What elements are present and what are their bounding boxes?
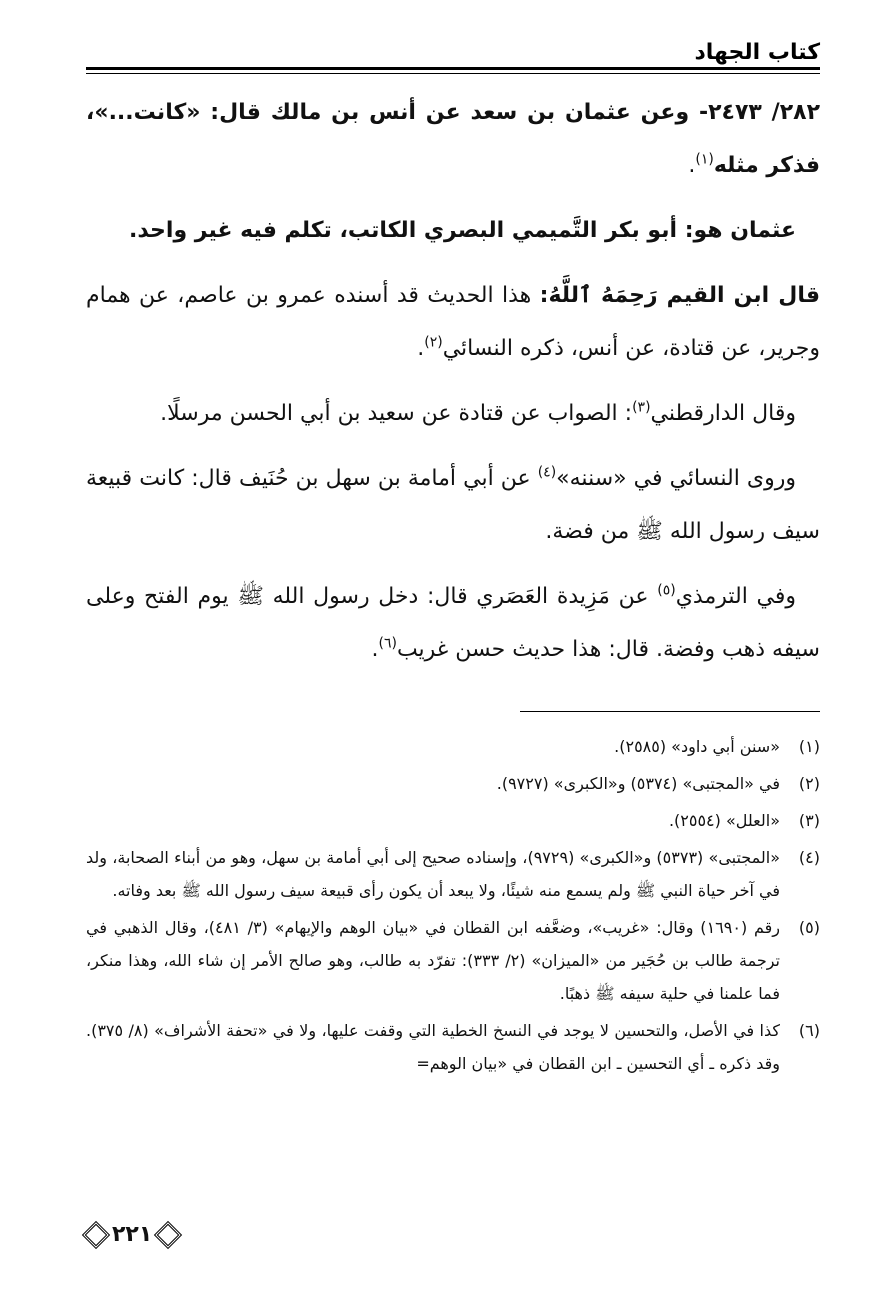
footnote-item [86, 767, 820, 800]
text-run: هذا الحديث قد أسنده عمرو بن عاصم، عن همام وجرير، عن قتادة، عن أنس، ذكره النسائي [86, 283, 820, 361]
footnote-ref: (٣) [632, 399, 651, 416]
footnote-item [86, 1014, 820, 1080]
text-run: وروى النسائي في «سننه» [556, 466, 797, 491]
footnote-separator [520, 711, 820, 712]
footnote-number: (٣) [798, 811, 820, 830]
text-run-bold: قال ابن القيم رَحِمَهُ ٱللَّهُ: [539, 283, 820, 308]
text-run-bold: عثمان هو: أبو بكر التَّميمي البصري الكاتب، تكلم فيه غير واحد. [128, 218, 796, 243]
footnote-ref: (٦) [378, 635, 397, 652]
footnote-item [86, 804, 820, 837]
text-run: وقال الدارقطني [650, 401, 796, 426]
footnote-text: «المجتبى» (٥٣٧٣) و«الكبرى» (٩٧٢٩)، وإسناده صحيح إلى أبي أمامة بن سهل، وهو من أبناء الصحابة، ولد في آخر حياة النبي ﷺ ولم يسمع منه شيئًا، ولا يبعد أن يكون رأى قبيعة سيف رسول الله ﷺ بعد وفاته. [86, 848, 780, 900]
footnote-text: في «المجتبى» (٥٣٧٤) و«الكبرى» (٩٧٢٧). [496, 774, 780, 793]
header-rule-thin [86, 73, 820, 74]
footnote-number: (٥) [798, 918, 820, 937]
footnote-ref: (٥) [657, 582, 676, 599]
footnote-number: (٤) [798, 848, 820, 867]
footnote-text: كذا في الأصل، والتحسين لا يوجد في النسخ الخطية التي وقفت عليها، ولا في «تحفة الأشراف» (٨/ ٣٧٥). وقد ذكره ـ أي التحسين ـ ابن القطان في «بيان الوهم= [86, 1021, 780, 1073]
running-header: كتاب الجهاد [694, 40, 820, 65]
footnote-ref: (١) [695, 151, 714, 168]
page-number-block [86, 1222, 178, 1247]
footnote-text: «سنن أبي داود» (٢٥٨٥). [614, 737, 780, 756]
footnote-item [86, 730, 820, 763]
footnote-ref: (٢) [424, 334, 443, 351]
paragraph [86, 570, 820, 676]
main-text [86, 86, 820, 688]
text-run-bold: ٢٨٢/ ٢٤٧٣- وعن عثمان بن سعد عن أنس بن مالك قال: «كانت...»، فذكر مثله [86, 100, 821, 178]
text-run: . [417, 336, 425, 361]
footnote-item [86, 841, 820, 907]
footnote-ref: (٤) [537, 464, 557, 481]
paragraph [86, 269, 820, 375]
ornament-icon [82, 1220, 110, 1248]
text-run: عن مَزِيدة العَصَري قال: دخل رسول الله ﷺ يوم الفتح وعلى سيفه ذهب وفضة. قال: هذا حديث حسن غريب [86, 584, 820, 662]
paragraph [86, 204, 820, 257]
header-rule-thick [86, 67, 820, 70]
text-run: . [371, 637, 379, 662]
footnote-number: (٦) [798, 1021, 820, 1040]
footnotes [86, 730, 820, 1084]
text-run: : الصواب عن قتادة عن سعيد بن أبي الحسن مرسلًا. [160, 401, 633, 426]
footnote-number: (١) [798, 737, 820, 756]
paragraph [86, 387, 820, 440]
footnote-number: (٢) [798, 774, 820, 793]
page-number: ٢٢١ [112, 1222, 153, 1247]
footnote-text: رقم (١٦٩٠) وقال: «غريب»، وضعَّفه ابن القطان في «بيان الوهم والإيهام» (٣/ ٤٨١)، وقال الذهبي في ترجمة طالب بن حُجَير من «الميزان» (٢/ ٣٣٣): تفرّد به طالب، وهو صالح الأمر إن شاء الله، وهذا منكر، فما علمنا في حلية سيفه ﷺ ذهبًا. [86, 918, 781, 1003]
paragraph [86, 452, 820, 558]
footnote-text: «العلل» (٢٥٥٤). [668, 811, 780, 830]
text-run: . [688, 153, 696, 178]
footnote-item [86, 911, 820, 1010]
text-run: عن أبي أمامة بن سهل بن حُنَيف قال: كانت قبيعة سيف رسول الله ﷺ من فضة. [86, 466, 820, 544]
text-run: وفي الترمذي [675, 584, 796, 609]
ornament-icon [154, 1220, 182, 1248]
paragraph [86, 86, 820, 192]
